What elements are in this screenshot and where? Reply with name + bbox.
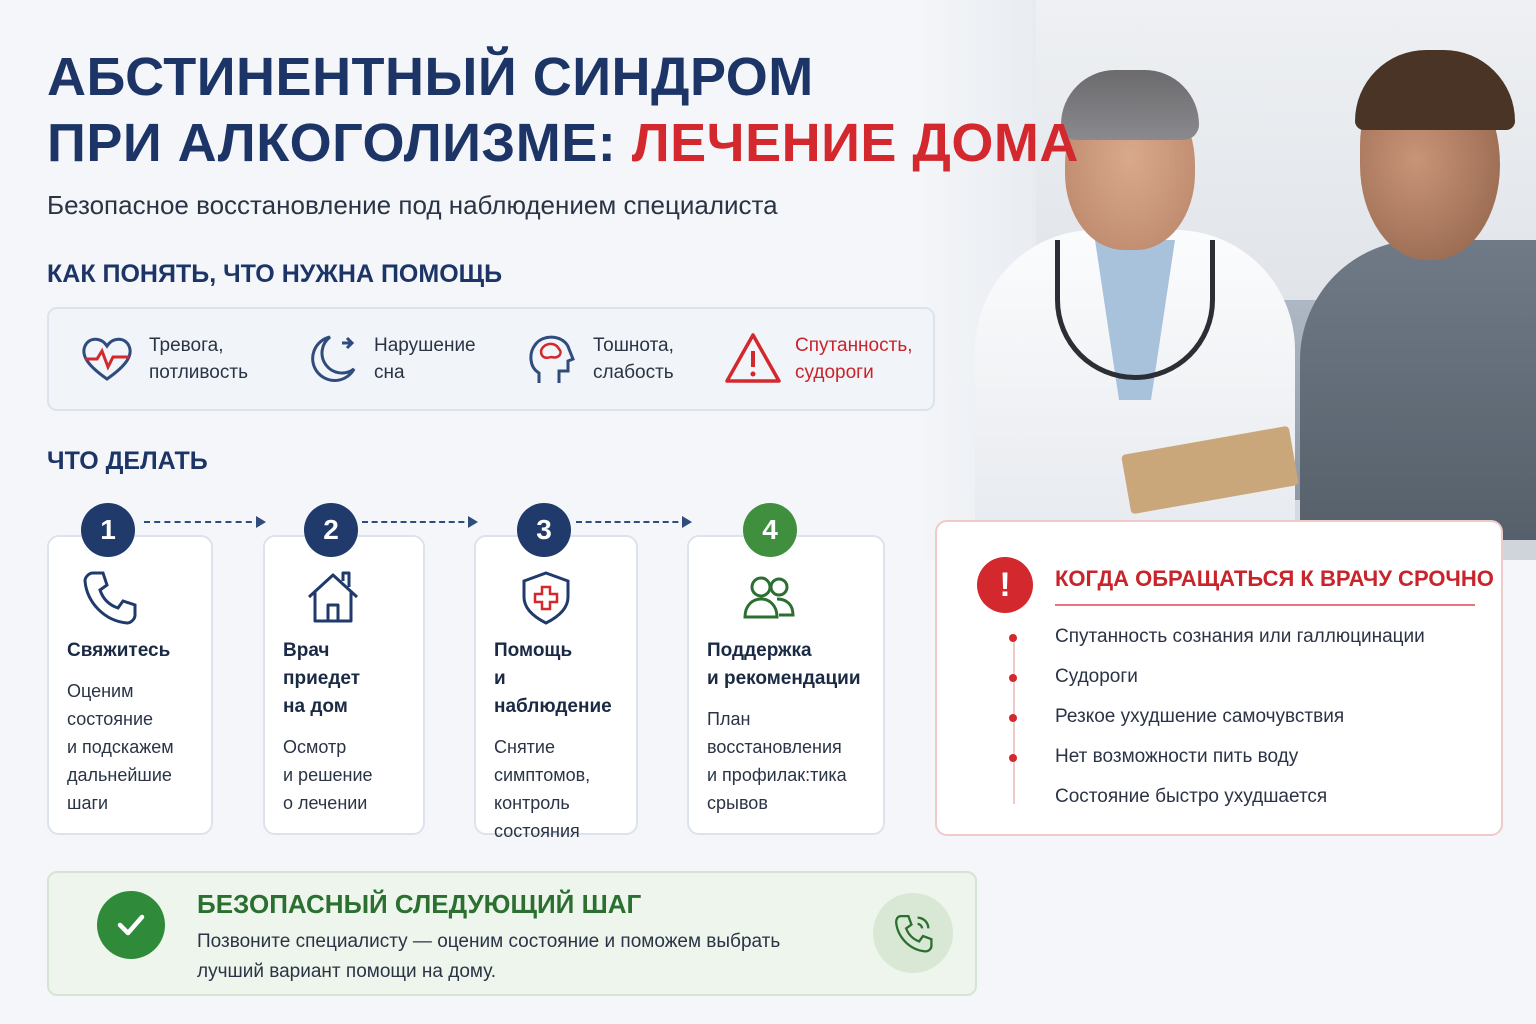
house-icon bbox=[303, 567, 363, 627]
step-arrow bbox=[144, 521, 262, 523]
symptom-item bbox=[521, 309, 674, 409]
symptom-line: Тошнота, bbox=[593, 335, 674, 356]
list-item: Нет возможности пить воду bbox=[1055, 746, 1299, 767]
step-heading-line: и рекомендации bbox=[707, 668, 861, 689]
step-body-line: срывов bbox=[707, 793, 768, 813]
step-body-line: Осмотр bbox=[283, 737, 347, 757]
phone-icon bbox=[79, 567, 139, 627]
step-heading bbox=[283, 637, 405, 721]
step-body-line: состояние bbox=[67, 709, 154, 729]
step-heading-line: и наблюдение bbox=[494, 668, 612, 717]
head-brain-icon bbox=[521, 329, 581, 389]
symptom-line: потливость bbox=[149, 362, 248, 383]
moon-icon bbox=[302, 329, 362, 389]
next-step-body: Позвоните специалисту — оценим состояние и поможем выбрать лучший вариант помощи на дому. bbox=[197, 931, 781, 982]
step-number-badge: 1 bbox=[81, 503, 135, 557]
list-item: Судороги bbox=[1055, 666, 1138, 687]
symptom-line: Спутанность, bbox=[795, 335, 913, 356]
step-card bbox=[687, 535, 885, 835]
step-card bbox=[47, 535, 213, 835]
symptom-item bbox=[302, 309, 476, 409]
title-line-2 bbox=[47, 110, 1079, 176]
step-heading-line: на дом bbox=[283, 696, 348, 717]
symptom-line: Тревога, bbox=[149, 335, 224, 356]
step-body-line: План bbox=[707, 709, 751, 729]
checkmark-icon bbox=[97, 891, 165, 959]
step-body bbox=[707, 705, 865, 817]
step-heading: Свяжитесь bbox=[67, 640, 171, 661]
step-heading-line: Врач приедет bbox=[283, 640, 361, 689]
step-body-line: и решение bbox=[283, 765, 373, 785]
step-card bbox=[263, 535, 425, 835]
title-line-2-prefix: ПРИ АЛКОГОЛИЗМЕ: bbox=[47, 113, 632, 173]
symptom-line: слабость bbox=[593, 362, 674, 383]
list-item: Резкое ухудшение самочувствия bbox=[1055, 706, 1345, 727]
page-title bbox=[47, 44, 1079, 176]
urgent-panel bbox=[935, 520, 1503, 836]
step-body bbox=[494, 733, 618, 845]
title-line-1: АБСТИНЕНТНЫЙ СИНДРОМ bbox=[47, 47, 814, 107]
step-body-line: контроль bbox=[494, 793, 570, 813]
step-heading-line: Помощь bbox=[494, 640, 573, 661]
step-card bbox=[474, 535, 638, 841]
exclamation-icon: ! bbox=[977, 557, 1033, 613]
step-arrow bbox=[576, 521, 688, 523]
symptom-line: сна bbox=[374, 362, 405, 383]
next-step-panel bbox=[47, 871, 977, 996]
step-body-line: Снятие bbox=[494, 737, 555, 757]
step-body bbox=[283, 733, 405, 817]
step-body-line: дальнейшие bbox=[67, 765, 172, 785]
bullet-dot bbox=[1009, 714, 1017, 722]
urgent-title: КОГДА ОБРАЩАТЬСЯ К ВРАЧУ СРОЧНО bbox=[1055, 566, 1494, 591]
symptoms-panel bbox=[47, 307, 935, 411]
step-heading-line: Поддержка bbox=[707, 640, 812, 661]
step-body-line: Оценим bbox=[67, 681, 134, 701]
step-body-line: состояния bbox=[494, 821, 580, 841]
step-arrow bbox=[362, 521, 474, 523]
bullet-dot bbox=[1009, 754, 1017, 762]
patient-illustration bbox=[1300, 40, 1536, 530]
title-highlight: ЛЕЧЕНИЕ ДОМА bbox=[631, 113, 1079, 173]
list-item: Спутанность сознания или галлюцинации bbox=[1055, 626, 1425, 647]
step-number-badge: 3 bbox=[517, 503, 571, 557]
symptoms-section-title: КАК ПОНЯТЬ, ЧТО НУЖНА ПОМОЩЬ bbox=[47, 260, 503, 288]
phone-icon bbox=[890, 910, 936, 956]
symptom-line: судороги bbox=[795, 362, 874, 383]
list-item: Состояние быстро ухудшается bbox=[1055, 786, 1328, 807]
step-body-line: и профилак:тика bbox=[707, 765, 847, 785]
call-button[interactable] bbox=[873, 893, 953, 973]
step-body-line: симптомов, bbox=[494, 765, 591, 785]
subtitle: Безопасное восстановление под наблюдением специалиста bbox=[47, 190, 778, 220]
step-body-line: шаги bbox=[67, 793, 109, 813]
step-body-line: о лечении bbox=[283, 793, 368, 813]
step-heading bbox=[707, 637, 865, 693]
bullet-dot bbox=[1009, 674, 1017, 682]
divider bbox=[1055, 604, 1475, 606]
people-icon bbox=[739, 567, 799, 627]
bullet-dot bbox=[1009, 634, 1017, 642]
step-body-line: восстановления bbox=[707, 737, 842, 757]
symptom-item bbox=[723, 309, 913, 409]
symptom-line: Нарушение bbox=[374, 335, 476, 356]
urgent-list bbox=[1055, 622, 1425, 822]
step-body-line: и подскажем bbox=[67, 737, 174, 757]
step-number-badge: 2 bbox=[304, 503, 358, 557]
step-body bbox=[67, 677, 193, 817]
step-heading bbox=[494, 637, 618, 721]
next-step-title: БЕЗОПАСНЫЙ СЛЕДУЮЩИЙ ШАГ bbox=[197, 889, 642, 919]
warning-icon bbox=[723, 329, 783, 389]
step-number-badge: 4 bbox=[743, 503, 797, 557]
shield-cross-icon bbox=[516, 567, 576, 627]
heart-pulse-icon bbox=[77, 329, 137, 389]
steps-section-title: ЧТО ДЕЛАТЬ bbox=[47, 447, 208, 475]
symptom-item bbox=[77, 309, 248, 409]
